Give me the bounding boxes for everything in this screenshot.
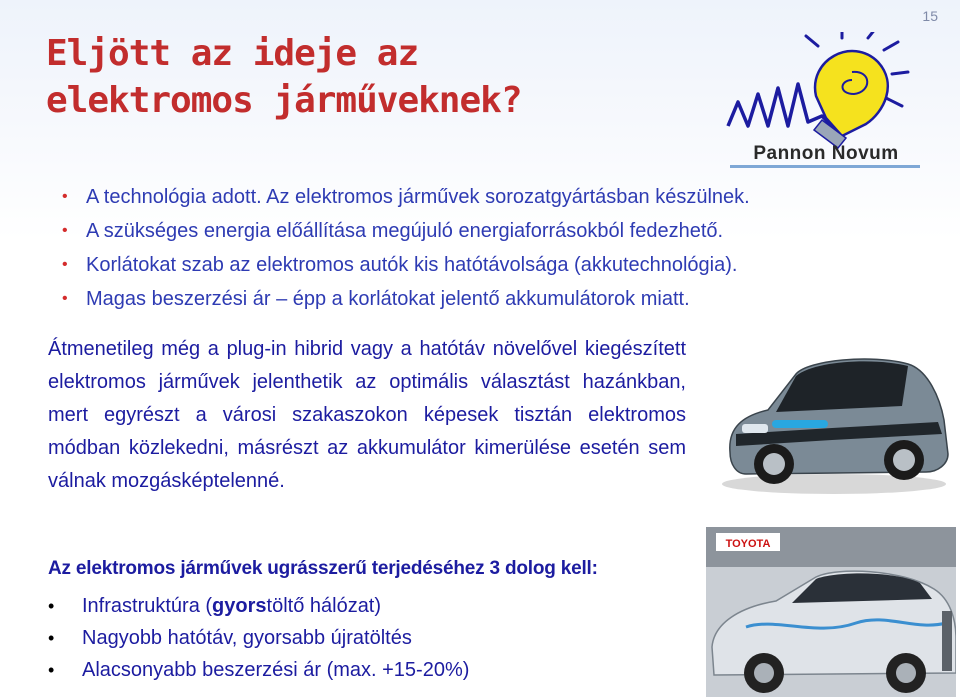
top-bullet-text: Magas beszerzési ár – épp a korlátokat jelentő akkumulátorok miatt.	[86, 288, 690, 310]
bullet-dot-icon: •	[62, 188, 68, 205]
bottom-bullet-text: Infrastruktúra (	[82, 595, 213, 617]
bullet-dot-icon: •	[62, 222, 68, 239]
bottom-bullet-text: töltő hálózat)	[266, 595, 382, 617]
top-bullet-item	[62, 248, 750, 282]
top-bullet-list	[62, 180, 750, 316]
top-bullet-text: Korlátokat szab az elektromos autók kis hatótávolsága (akkutechnológia).	[86, 254, 738, 276]
bottom-bullet-item	[48, 590, 469, 622]
bottom-bullet-item	[48, 622, 469, 654]
bottom-bullet-list	[48, 590, 469, 686]
bottom-bullet-item	[48, 654, 469, 686]
bottom-bullet-text: Alacsonyabb beszerzési ár (max. +15-20%)	[82, 659, 470, 681]
logo-text: Pannon Novum	[753, 143, 899, 164]
top-bullet-text: A szükséges energia előállítása megújuló energiaforrásokból fedezhető.	[86, 220, 724, 242]
bullet-dot-icon: •	[48, 596, 55, 616]
showroom-sign-text: TOYOTA	[725, 538, 771, 550]
bottom-bullet-text: Nagyobb hatótáv, gyorsabb újratöltés	[82, 627, 412, 649]
bullet-dot-icon: •	[62, 290, 68, 307]
bullet-dot-icon: •	[48, 660, 55, 680]
top-bullet-item	[62, 180, 750, 214]
bottom-bullet-bold-text: gyors	[212, 595, 267, 617]
slide-title	[46, 30, 666, 124]
toyota-prius-plugin-photo	[706, 527, 956, 697]
bmw-i3-car-photo	[712, 324, 956, 500]
logo-underline	[730, 165, 920, 168]
bullet-dot-icon: •	[48, 628, 55, 648]
top-bullet-item	[62, 282, 750, 316]
bullet-dot-icon: •	[62, 256, 68, 273]
section-heading: Az elektromos járművek ugrásszerű terjedéséhez 3 dolog kell:	[48, 558, 598, 579]
slide-title-line-1: Eljött az ideje az	[46, 33, 419, 74]
slide-number: 15	[922, 8, 938, 24]
slide-title-line-2: elektromos járműveknek?	[46, 80, 522, 121]
body-paragraph: Átmenetileg még a plug-in hibrid vagy a hatótáv növelővel kiegészített elektromos járművek jelenthetik az optimális választást hazánkban, mert egyrészt a városi szakaszokon képesek tisztán elektromos módban közlekedni, másrészt az akkumulátor kimerülése esetén sem válnak mozgásképtelenné.	[48, 338, 686, 492]
top-bullet-text: A technológia adott. Az elektromos járművek sorozatgyártásban készülnek.	[86, 186, 750, 208]
top-bullet-item	[62, 214, 750, 248]
